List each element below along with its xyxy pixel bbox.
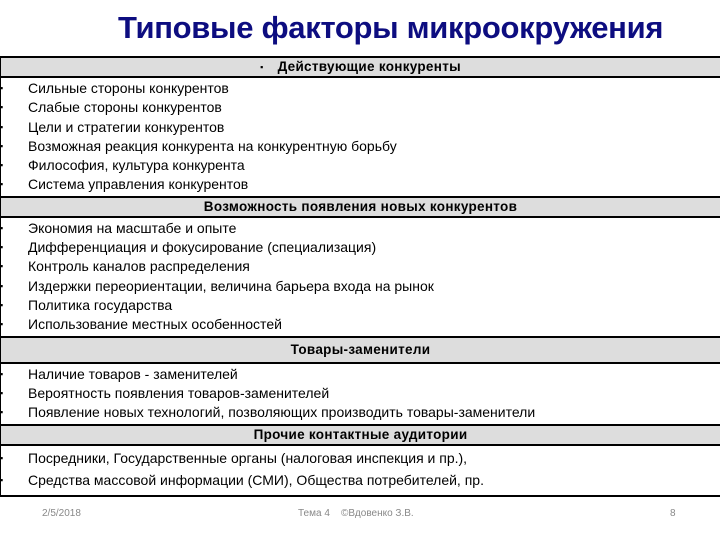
list-item: ▪ Посредники, Государственные органы (налоговая инспекция и пр.),	[1, 447, 720, 469]
square-bullet-icon: ▪	[0, 453, 4, 464]
list-item: ▪ Экономия на масштабе и опыте	[1, 219, 720, 238]
square-bullet-icon: ▪	[0, 242, 4, 253]
square-bullet-icon: ▪	[0, 222, 4, 233]
list-item: ▪ Контроль каналов распределения	[1, 257, 720, 276]
list-item: ▪ Политика государства	[1, 296, 720, 315]
square-bullet-icon: ▪	[0, 475, 4, 486]
section-header-new-competitors: Возможность появления новых конкурентов	[1, 196, 720, 218]
list-item: ▪ Дифференциация и фокусирование (специализация)	[1, 238, 720, 257]
square-bullet-icon: ▪	[0, 102, 4, 113]
factors-table	[0, 56, 720, 497]
section-header-substitutes: Товары-заменители	[1, 336, 720, 364]
square-bullet-icon: ▪	[0, 368, 4, 379]
square-bullet-icon: ▪	[0, 140, 4, 151]
list-item: ▪ Система управления конкурентов	[1, 175, 720, 194]
square-bullet-icon: ▪	[0, 83, 4, 93]
square-bullet-icon: ▪	[0, 121, 4, 132]
list-item: ▪ Появление новых технологий, позволяющих производить товары-заменители	[1, 403, 720, 422]
list-item: ▪ Вероятность появления товаров-заменителей	[1, 384, 720, 403]
list-item: ▪ Философия, культура конкурента	[1, 156, 720, 175]
list-item: ▪ Издержки переориентации, величина барьера входа на рынок	[1, 277, 720, 296]
list-item: ▪ Цели и стратегии конкурентов	[1, 118, 720, 137]
square-bullet-icon: ▪	[0, 387, 4, 398]
list-item: ▪ Средства массовой информации (СМИ), Общества потребителей, пр.	[1, 469, 720, 491]
square-bullet-icon: ▪	[0, 319, 4, 330]
list-item: ▪ Слабые стороны конкурентов	[1, 98, 720, 117]
list-item: ▪ Сильные стороны конкурентов	[1, 79, 720, 98]
section-header-contact-audiences: Прочие контактные аудитории	[1, 424, 720, 446]
list-item: ▪ Использование местных особенностей	[1, 315, 720, 334]
page-number: 8	[670, 508, 676, 519]
square-bullet-icon: ▪	[0, 160, 4, 171]
list-item: ▪ Возможная реакция конкурента на конкурентную борьбу	[1, 137, 720, 156]
square-bullet-icon: ▪	[0, 299, 4, 310]
list-item: ▪ Наличие товаров - заменителей	[1, 365, 720, 384]
footer-date: 2/5/2018	[42, 508, 81, 519]
slide-title: Типовые факторы микроокружения	[118, 10, 664, 45]
square-bullet-icon: ▪	[0, 407, 4, 418]
square-bullet-icon: ▪	[0, 261, 4, 272]
square-bullet-icon: ▪	[260, 62, 264, 73]
square-bullet-icon: ▪	[0, 179, 4, 190]
section-header-current-competitors: ▪ Действующие конкуренты	[1, 56, 720, 78]
square-bullet-icon: ▪	[0, 280, 4, 291]
footer-center: Тема 4 ©Вдовенко З.В.	[298, 508, 414, 519]
